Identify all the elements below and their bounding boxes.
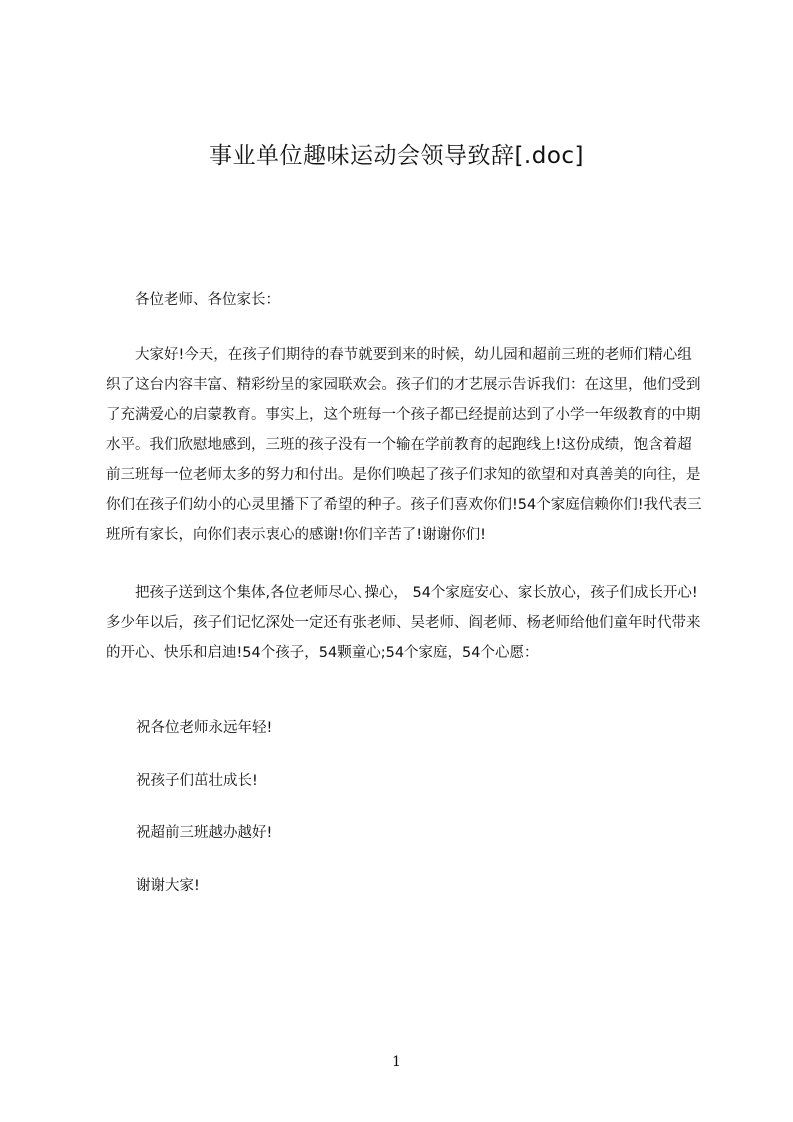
wish-line-2: 祝孩子们茁壮成长! [136,773,258,789]
wish-line-3: 祝超前三班越办越好! [136,825,273,841]
paragraph-1: 大家好!今天，在孩子们期待的春节就要到来的时候，幼儿园和超前三班的老师们精心组织了这台内容丰富、精彩纷呈的家园联欢会。孩子们的才艺展示告诉我们：在这里，他们受到了充满爱心的启蒙教育。事实上，这个班每一个孩子都已经提前达到了小学一年级教育的中期水平。我们欣慰地感到，三班的孩子没有一个输在学前教育的起跑线上!这份成绩，饱含着超前三班每一位老师太多的努力和付出。是你们唤起了孩子们求知的欲望和对真善美的向往，是你们在孩子们幼小的心灵里播下了希望的种子。孩子们喜欢你们!54个家庭信赖你们!我代表三班所有家长，向你们表示衷心的感谢!你们辛苦了!谢谢你们! [106,347,702,543]
closing-thanks: 谢谢大家! [136,878,200,894]
wish-line-1: 祝各位老师永远年轻! [136,720,273,736]
page-number: 1 [392,1054,401,1070]
document-title: 事业单位趣味运动会领导致辞[.doc] [208,143,585,169]
paragraph-2: 把孩子送到这个集体,各位老师尽心､操心， 54个家庭安心、家长放心，孩子们成长开心!多少年以后，孩子们记忆深处一定还有张老师、吴老师、阎老师、杨老师给他们童年时代带来的开心、快乐和启迪!54个孩子，54颗童心;54个家庭，54个心愿： [106,585,701,661]
salutation: 各位老师、各位家长： [135,292,280,308]
